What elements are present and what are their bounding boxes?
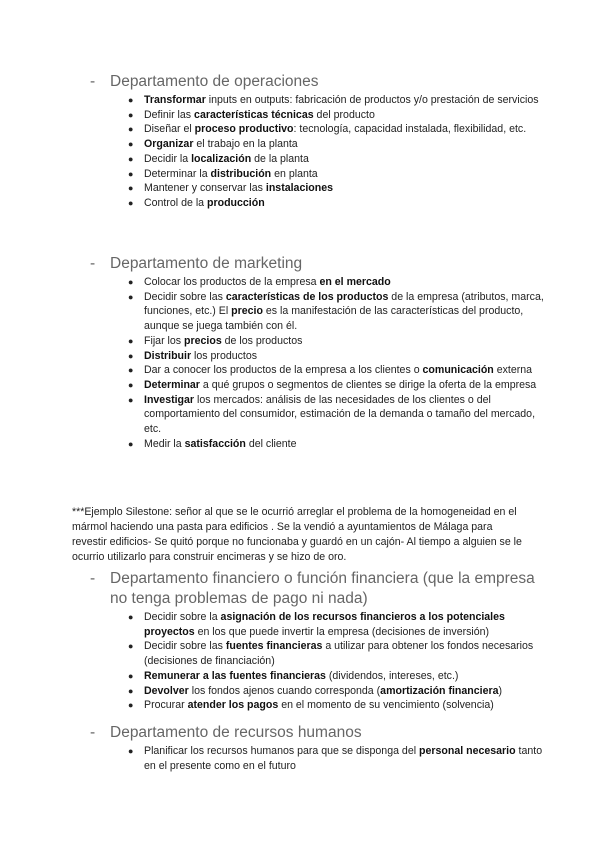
list-item [90,152,550,167]
bold-text: precios [184,334,222,347]
text: externa [493,364,533,377]
text: a utilizar para obtener los fondos necesarios (decisiones de financiación) [144,640,534,668]
text: en planta [271,167,318,180]
bullet-list [90,744,550,773]
section-heading-text: Departamento de marketing [110,255,303,272]
list-item [90,639,550,668]
section-operaciones [90,72,550,211]
bold-text: instalaciones [265,182,334,195]
bullet-icon: ● [128,183,134,194]
list-item [90,290,550,334]
list-item [90,437,550,452]
list-item [90,137,550,152]
bullet-icon: ● [128,379,134,390]
text: Control de la [144,196,208,209]
list-item [90,610,550,639]
list-item [90,93,550,108]
section-heading-text: Departamento de recursos humanos [110,724,362,741]
bullet-icon: ● [128,124,134,135]
bold-text: precio [231,305,263,318]
bullet-icon: ● [128,438,134,449]
text: de los productos [221,334,303,347]
bold-text: personal necesario [419,745,516,757]
section-recursos-humanos [90,723,550,773]
bullet-icon: ● [128,277,134,287]
bullet-icon: ● [128,670,134,681]
text: : tecnología, capacidad instalada, flexibilidad, etc. [293,123,527,136]
section-heading [90,254,550,274]
list-item [90,167,550,182]
text: Definir las [144,108,195,121]
list-item [90,363,550,378]
list-item [90,196,550,211]
list-item [90,669,550,684]
text: en los que puede invertir la empresa (decisiones de inversión) [194,625,490,638]
bullet-list [90,275,550,451]
text: de la planta [251,152,309,165]
section-heading [90,569,550,609]
text: Diseñar el [144,123,195,136]
dash-marker: - [90,724,96,741]
bold-text: comunicación [422,364,494,377]
list-item [90,684,550,699]
text: del cliente [245,437,297,450]
bullet-icon: ● [128,700,134,711]
text: los productos [191,349,258,362]
bullet-icon: ● [128,350,134,361]
bold-text: localización [191,152,252,165]
text: ) [498,684,503,697]
text: es la manifestación de las características del producto, aunque se juega también con él. [144,305,524,333]
list-item [90,744,550,773]
bold-text: proceso productivo [194,123,294,136]
list-item [90,393,550,437]
text: Determinar la [144,167,211,180]
text: Decidir sobre las [144,290,226,303]
bold-text: Devolver [144,684,189,697]
section-heading-text: Departamento financiero o función financiera (que la empresa no tenga problemas de pago ni nada) [110,570,535,607]
bullet-icon: ● [128,139,134,150]
list-item [90,108,550,123]
bullet-icon: ● [128,365,134,376]
bold-text: atender los pagos [187,699,279,712]
text: Decidir sobre la [144,611,221,623]
bold-text: Investigar [144,393,195,406]
text: los mercados: análisis de las necesidades de los clientes o del comportamiento del consumidor, estimación de la demanda o tamaño del mercado, etc. [144,393,536,436]
bold-text: Transformar [144,94,206,106]
bullet-icon: ● [128,95,134,105]
bullet-icon: ● [128,641,134,652]
bullet-icon: ● [128,335,134,346]
text: los fondos ajenos cuando corresponda ( [188,684,381,697]
bold-text: satisfacción [184,437,246,450]
text: tanto en el presente como en el futuro [144,745,543,772]
link[interactable] [380,685,498,697]
bullet-list [90,610,550,713]
text: de la empresa (atributos, marca, funciones, etc.) El [144,290,544,318]
text: el trabajo en la planta [193,138,298,151]
list-item [90,122,550,137]
section-heading-text: Departamento de operaciones [110,73,319,90]
bold-text: fuentes financieras [225,640,323,653]
list-item [90,378,550,393]
text: Mantener y conservar las [144,182,266,195]
section-heading [90,72,550,92]
bold-text: Organizar [144,138,194,151]
bullet-icon: ● [128,685,134,696]
bold-text: en el mercado [319,276,391,288]
bullet-icon: ● [128,612,134,622]
dash-marker: - [90,73,96,90]
bold-text: asignación de los recursos financieros a los potenciales proyectos [144,611,505,638]
text: Dar a conocer los productos de la empresa a los clientes o [144,364,423,377]
text: Planificar los recursos humanos para que se disponga del [144,745,420,757]
bold-text: distribución [210,167,272,180]
dash-marker: - [90,255,96,272]
bullet-list [90,93,550,211]
list-item [90,349,550,364]
bullet-icon: ● [128,153,134,164]
bullet-icon: ● [128,394,134,405]
list-item [90,275,550,290]
text: Decidir sobre las [144,640,226,653]
text: a qué grupos o segmentos de clientes se dirige la oferta de la empresa [199,378,537,391]
dash-marker: - [90,570,96,587]
bold-text: Distribuir [144,349,192,362]
silestone-note: ***Ejemplo Silestone: señor al que se le ocurrió arreglar el problema de la homogeneidad en el mármol haciendo una pasta para edificios . Se la vendió a ayuntamientos de Málaga para revestir edificios- Se quitó porque no funcionaba y guardó en un cajón- Al tiempo a alguien se le ocurrio utilizarlo para construir encimeras y se hizo de oro. [72,505,522,563]
bullet-icon: ● [128,109,134,120]
link-text: amortización financiera [380,684,499,697]
section-marketing [90,254,550,451]
section-heading [90,723,550,743]
bold-text: Determinar [144,378,200,391]
bullet-icon: ● [128,168,134,179]
text: en el momento de su vencimiento (solvencia) [278,699,494,712]
bullet-icon: ● [128,197,134,208]
section-financiero [90,569,550,713]
text: Procurar [144,699,188,712]
text: del producto [313,108,375,121]
bold-text: producción [207,196,265,209]
bold-text: características técnicas [194,108,314,121]
bullet-icon: ● [128,291,134,302]
bold-text: Remunerar a las fuentes financieras [144,669,326,682]
text: inputs en outputs: fabricación de productos y/o prestación de servicios [205,94,539,106]
text: (dividendos, intereses, etc.) [325,669,459,682]
bullet-icon: ● [128,746,134,756]
text: Fijar los [144,334,185,347]
text: Decidir la [144,152,192,165]
list-item [90,181,550,196]
bold-text: características de los productos [225,290,389,303]
list-item [90,698,550,713]
text: Colocar los productos de la empresa [144,276,320,288]
text: Medir la [144,437,185,450]
list-item [90,334,550,349]
